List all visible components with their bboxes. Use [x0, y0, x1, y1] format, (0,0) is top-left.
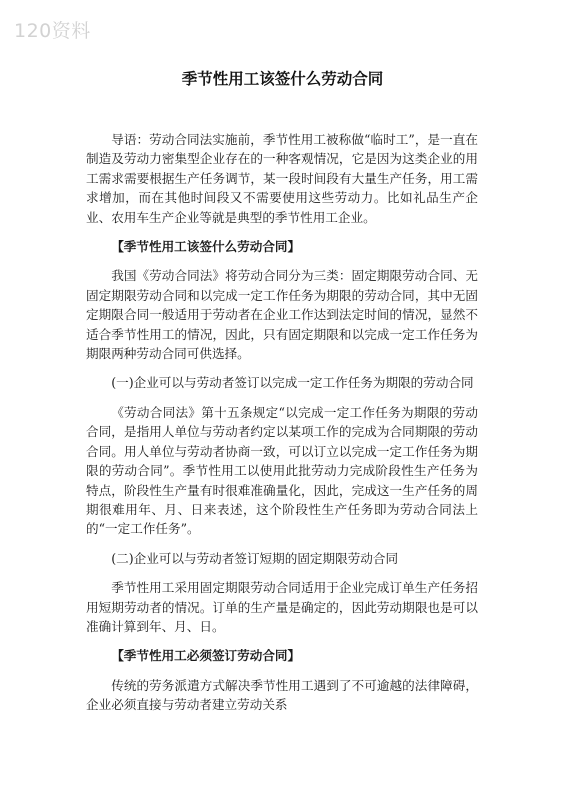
- task-based-contract-paragraph: 《劳动合同法》第十五条规定“以完成一定工作任务为期限的劳动合同，是指用人单位与劳动者约定以某项工作的完成为合同期限的劳动合同。用人单位与劳动者协商一致，可以订立以完成一定工作任务为期限的劳动合同”。季节性用工以使用此批劳动力完成阶段性生产任务为特点，阶段性生产量有时很难准确量化，因此，完成这一生产任务的周期很难用年、月、日来表述，这个阶段性生产任务即为劳动合同法上的“一定工作任务”。: [86, 404, 478, 537]
- section-heading-must-sign: 【季节性用工必须签订劳动合同】: [111, 648, 301, 664]
- contract-types-paragraph: 我国《劳动合同法》将劳动合同分为三类：固定期限劳动合同、无固定期限劳动合同和以完成一定工作任务为期限的劳动合同，其中无固定期限合同一般适用于劳动者在企业工作达到法定时间的情况，显然不适合季节性用工的情况，因此，只有固定期限和以完成一定工作任务为期限两种劳动合同可供选择。: [86, 268, 478, 362]
- document-body: [86, 130, 478, 715]
- watermark: 120资料: [14, 20, 91, 42]
- subheading-task-based-contract: (一)企业可以与劳动者签订以完成一定工作任务为期限的劳动合同: [111, 375, 474, 391]
- fixed-term-contract-paragraph: 季节性用工采用固定期限劳动合同适用于企业完成订单生产任务招用短期劳动者的情况。订单的生产量是确定的，因此劳动期限也是可以准确计算到年、月、日。: [86, 580, 478, 634]
- subheading-fixed-term-contract: (二)企业可以与劳动者签订短期的固定期限劳动合同: [111, 550, 399, 566]
- section-heading-contract-type: 【季节性用工该签什么劳动合同】: [111, 239, 301, 255]
- intro-paragraph: 导语：劳动合同法实施前，季节性用工被称做“临时工”，是一直在制造及劳动力密集型企业存在的一种客观情况，它是因为这类企业的用工需求需要根据生产任务调节，某一段时间段有大量生产任务，用工需求增加，而在其他时间段又不需要使用这些劳动力。比如礼品生产企业、农用车生产企业等就是典型的季节性用工企业。: [86, 132, 478, 225]
- must-sign-paragraph: 传统的劳务派遣方式解决季节性用工遇到了不可逾越的法律障碍，企业必须直接与劳动者建立劳动关系: [86, 677, 478, 713]
- document-title: 季节性用工该签什么劳动合同: [181, 70, 384, 88]
